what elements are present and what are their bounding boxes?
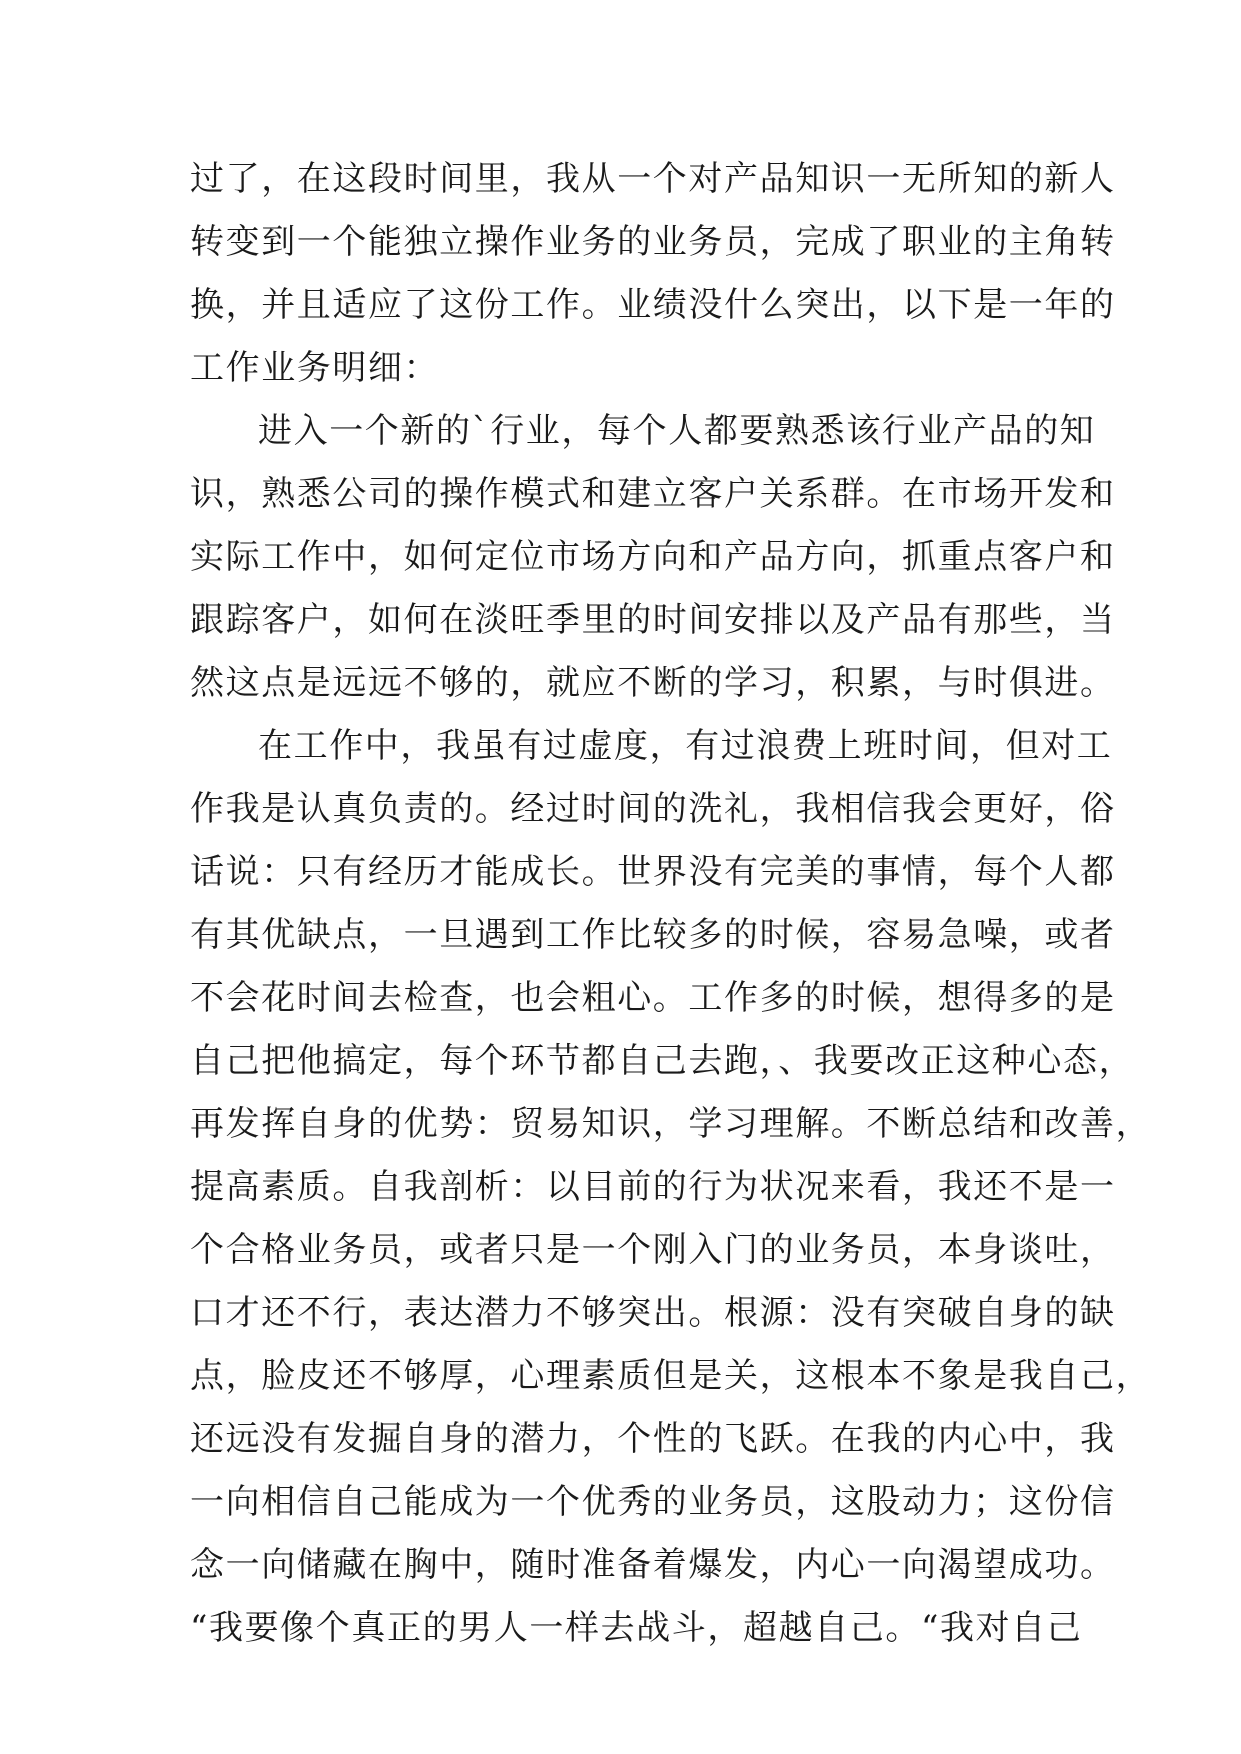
text-line: 话说：只有经历才能成长。世界没有完美的事情，每个人都 bbox=[190, 852, 1116, 892]
text-line: 换，并且适应了这份工作。业绩没什么突出，以下是一年的 bbox=[190, 285, 1116, 325]
text-line: 自己把他搞定，每个环节都自己去跑，、我要改正这种心态， bbox=[190, 1041, 1135, 1081]
paragraph-first-line: 在工作中，我虽有过虚度，有过浪费上班时间，但对工 bbox=[258, 726, 1113, 766]
text-line: 一向相信自己能成为一个优秀的业务员，这股动力；这份信 bbox=[190, 1482, 1116, 1522]
text-line: 然这点是远远不够的，就应不断的学习，积累，与时俱进。 bbox=[190, 663, 1116, 703]
text-line: “我要像个真正的男人一样去战斗，超越自己。“我对自己 bbox=[190, 1608, 1083, 1648]
text-line: 实际工作中，如何定位市场方向和产品方向，抓重点客户和 bbox=[190, 537, 1116, 577]
text-line: 识，熟悉公司的操作模式和建立客户关系群。在市场开发和 bbox=[190, 474, 1116, 514]
text-line: 转变到一个能独立操作业务的业务员，完成了职业的主角转 bbox=[190, 222, 1116, 262]
text-line: 念一向储藏在胸中，随时准备着爆发，内心一向渴望成功。 bbox=[190, 1545, 1116, 1585]
text-line: 不会花时间去检查，也会粗心。工作多的时候，想得多的是 bbox=[190, 978, 1116, 1018]
text-line: 口才还不行，表达潜力不够突出。根源：没有突破自身的缺 bbox=[190, 1293, 1116, 1333]
text-line: 有其优缺点，一旦遇到工作比较多的时候，容易急噪，或者 bbox=[190, 915, 1116, 955]
paragraph-first-line: 进入一个新的`行业，每个人都要熟悉该行业产品的知 bbox=[258, 411, 1096, 451]
text-line: 作我是认真负责的。经过时间的洗礼，我相信我会更好，俗 bbox=[190, 789, 1116, 829]
text-line: 个合格业务员，或者只是一个刚入门的业务员，本身谈吐， bbox=[190, 1230, 1116, 1270]
text-line: 跟踪客户，如何在淡旺季里的时间安排以及产品有那些，当 bbox=[190, 600, 1116, 640]
text-line: 还远没有发掘自身的潜力，个性的飞跃。在我的内心中，我 bbox=[190, 1419, 1116, 1459]
text-line: 再发挥自身的优势：贸易知识，学习理解。不断总结和改善， bbox=[190, 1104, 1152, 1144]
text-line: 提高素质。自我剖析：以目前的行为状况来看，我还不是一 bbox=[190, 1167, 1116, 1207]
text-line: 工作业务明细： bbox=[190, 348, 440, 388]
text-line: 过了，在这段时间里，我从一个对产品知识一无所知的新人 bbox=[190, 159, 1116, 199]
text-line: 点，脸皮还不够厚，心理素质但是关，这根本不象是我自己， bbox=[190, 1356, 1152, 1396]
